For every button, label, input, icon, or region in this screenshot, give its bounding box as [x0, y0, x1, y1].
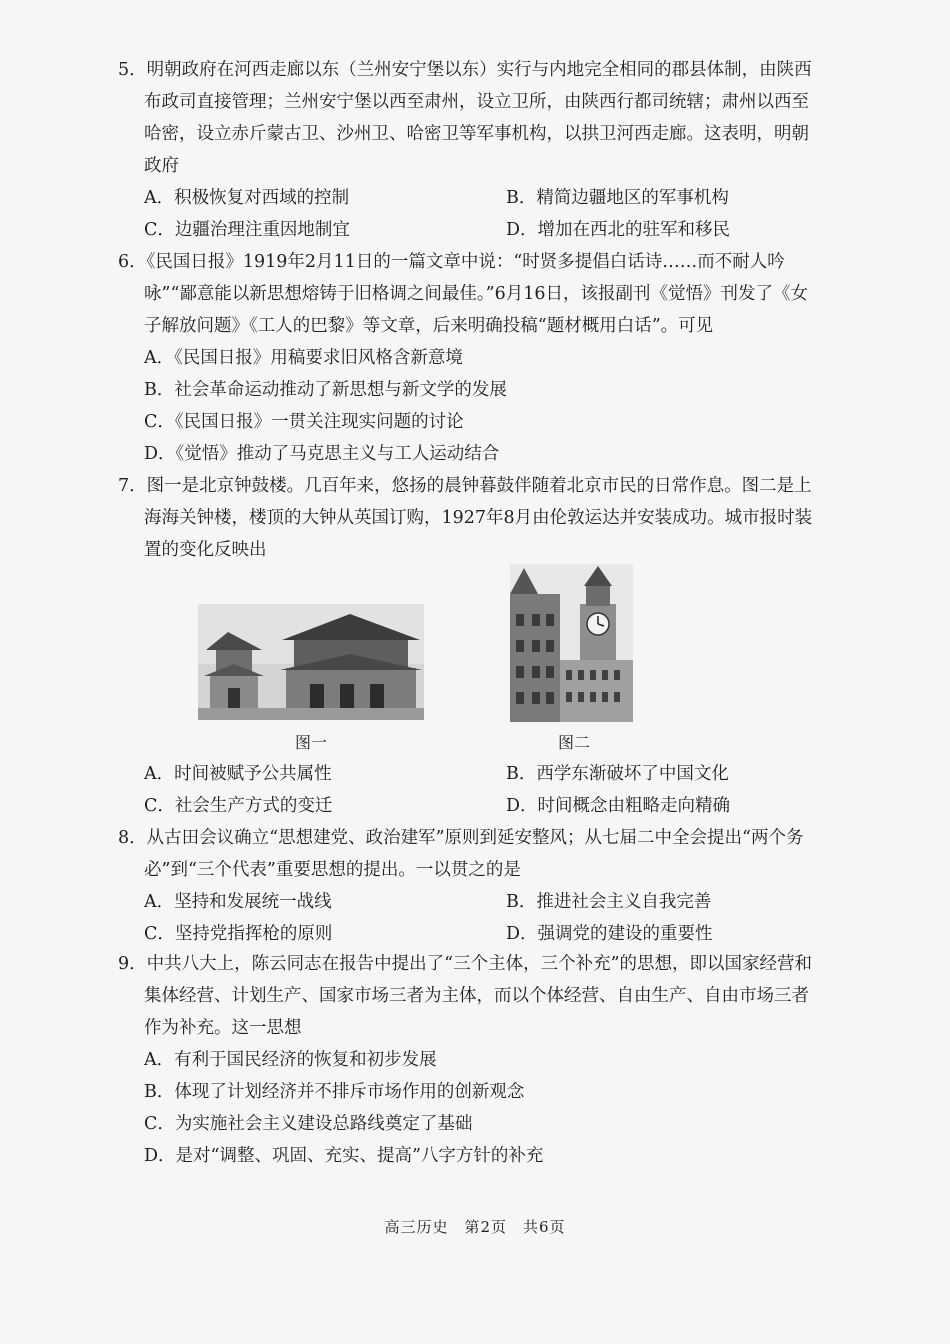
option-c[interactable]: C．坚持党指挥枪的原则: [144, 924, 333, 944]
option-c[interactable]: C．边疆治理注重因地制宜: [144, 220, 350, 240]
option-b[interactable]: B．社会革命运动推动了新思想与新文学的发展: [144, 380, 507, 400]
page-footer: 高三历史 第2页 共6页: [384, 1218, 566, 1236]
options: [118, 342, 818, 470]
figure-2-caption: 图二: [558, 733, 591, 752]
option-b[interactable]: B．精简边疆地区的军事机构: [506, 188, 729, 208]
option-a[interactable]: A．积极恢复对西域的控制: [144, 188, 350, 208]
figure-2-image: [510, 564, 633, 722]
options: [118, 886, 818, 950]
question-5: [118, 54, 818, 246]
figures: [0, 562, 950, 762]
question-stem: 6．《民国日报》1919年2月11日的一篇文章中说：“时贤多提倡白话诗……而不耐人吟咏”“鄙意能以新思想熔铸于旧格调之间最佳。”6月16日，该报副刊《觉悟》刊发了《女子解放问题》《工人的巴黎》等文章，后来明确投稿“题材概用白话”。可见: [118, 252, 808, 336]
options: [118, 758, 818, 822]
options: [118, 1044, 818, 1172]
option-a[interactable]: A．时间被赋予公共属性: [144, 764, 332, 784]
option-d[interactable]: D．《觉悟》推动了马克思主义与工人运动结合: [144, 444, 500, 464]
option-b[interactable]: B．推进社会主义自我完善: [506, 892, 712, 912]
option-d[interactable]: D．时间概念由粗略走向精确: [506, 796, 731, 816]
option-b[interactable]: B．体现了计划经济并不排斥市场作用的创新观念: [144, 1082, 525, 1102]
option-b[interactable]: B．西学东渐破坏了中国文化: [506, 764, 729, 784]
option-d[interactable]: D．增加在西北的驻军和移民: [506, 220, 731, 240]
options: [118, 182, 818, 246]
option-a[interactable]: A．坚持和发展统一战线: [144, 892, 332, 912]
option-d[interactable]: D．强调党的建设的重要性: [506, 924, 713, 944]
question-8: [118, 822, 818, 950]
question-9: [118, 948, 818, 1172]
option-d[interactable]: D．是对“调整、巩固、充实、提高”八字方针的补充: [144, 1146, 544, 1166]
figure-1-caption: 图一: [295, 733, 328, 752]
question-stem: 9．中共八大上，陈云同志在报告中提出了“三个主体，三个补充”的思想，即以国家经营和集体经营、计划生产、国家市场三者为主体，而以个体经营、自由生产、自由市场三者作为补充。这一思想: [118, 954, 813, 1038]
figure-1-image: [198, 604, 424, 720]
question-stem: 7．图一是北京钟鼓楼。几百年来，悠扬的晨钟暮鼓伴随着北京市民的日常作息。图二是上海海关钟楼，楼顶的大钟从英国订购，1927年8月由伦敦运达并安装成功。城市报时装置的变化反映出: [118, 476, 813, 560]
question-7-options: [118, 758, 818, 822]
option-a[interactable]: A．《民国日报》用稿要求旧风格含新意境: [144, 348, 463, 368]
clock-tower-illustration: [510, 564, 633, 722]
question-stem: 8．从古田会议确立“思想建党、政治建军”原则到延安整风；从七届二中全会提出“两个务必”到“三个代表”重要思想的提出。一以贯之的是: [118, 828, 804, 880]
question-6: [118, 246, 818, 470]
question-stem: 5．明朝政府在河西走廊以东（兰州安宁堡以东）实行与内地完全相同的郡县体制，由陕西布政司直接管理；兰州安宁堡以西至肃州，设立卫所，由陕西行都司统辖；肃州以西至哈密，设立赤斤蒙古卫、沙州卫、哈密卫等军事机构，以拱卫河西走廊。这表明，明朝政府: [118, 60, 812, 176]
drum-bell-tower-illustration: [198, 604, 424, 720]
option-c[interactable]: C．《民国日报》一贯关注现实问题的讨论: [144, 412, 464, 432]
option-c[interactable]: C．社会生产方式的变迁: [144, 796, 333, 816]
option-a[interactable]: A．有利于国民经济的恢复和初步发展: [144, 1050, 437, 1070]
option-c[interactable]: C．为实施社会主义建设总路线奠定了基础: [144, 1114, 473, 1134]
question-7: [118, 470, 818, 566]
